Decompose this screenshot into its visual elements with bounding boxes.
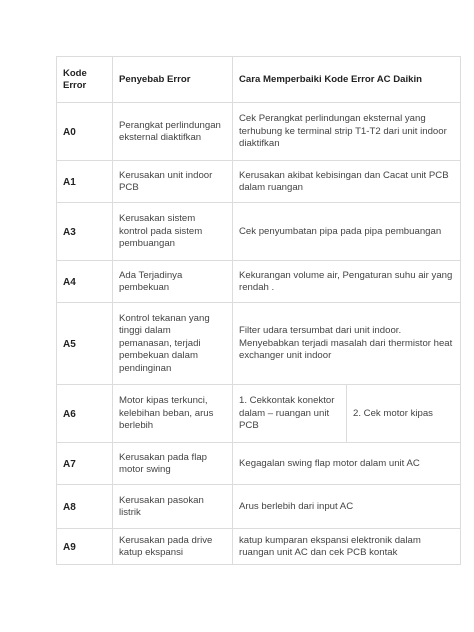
error-cause: Kerusakan pada drive katup ekspansi bbox=[113, 529, 233, 565]
error-code: A5 bbox=[57, 303, 113, 385]
table-row bbox=[57, 161, 461, 203]
table-row bbox=[57, 385, 461, 443]
table-row bbox=[57, 485, 461, 529]
error-cause: Kerusakan pasokan listrik bbox=[113, 485, 233, 529]
error-fix: Kegagalan swing flap motor dalam unit AC bbox=[233, 443, 461, 485]
error-code-table bbox=[56, 56, 461, 565]
table-row bbox=[57, 529, 461, 565]
header-penyebab-error: Penyebab Error bbox=[113, 57, 233, 103]
error-cause: Motor kipas terkunci, kelebihan beban, arus berlebih bbox=[113, 385, 233, 443]
error-fix: katup kumparan ekspansi elektronik dalam ruangan unit AC dan cek PCB kontak bbox=[233, 529, 461, 565]
table-row bbox=[57, 303, 461, 385]
error-code: A4 bbox=[57, 261, 113, 303]
error-cause: Kontrol tekanan yang tinggi dalam pemanasan, terjadi pembekuan dalam pendinginan bbox=[113, 303, 233, 385]
table-row bbox=[57, 261, 461, 303]
table-row bbox=[57, 103, 461, 161]
error-code: A8 bbox=[57, 485, 113, 529]
error-fix: Filter udara tersumbat dari unit indoor. Menyebabkan terjadi masalah dari thermistor heat exchanger unit indoor bbox=[233, 303, 461, 385]
header-kode-error: Kode Error bbox=[57, 57, 113, 103]
error-fix: Kekurangan volume air, Pengaturan suhu air yang rendah . bbox=[233, 261, 461, 303]
error-fix: Cek Perangkat perlindungan eksternal yang terhubung ke terminal strip T1-T2 dari unit indoor diaktifkan bbox=[233, 103, 461, 161]
error-code: A6 bbox=[57, 385, 113, 443]
error-code: A9 bbox=[57, 529, 113, 565]
table-row bbox=[57, 203, 461, 261]
error-cause: Perangkat perlindungan eksternal diaktifkan bbox=[113, 103, 233, 161]
error-code: A0 bbox=[57, 103, 113, 161]
error-code: A1 bbox=[57, 161, 113, 203]
error-cause: Ada Terjadinya pembekuan bbox=[113, 261, 233, 303]
error-cause: Kerusakan pada flap motor swing bbox=[113, 443, 233, 485]
error-cause: Kerusakan sistem kontrol pada sistem pembuangan bbox=[113, 203, 233, 261]
error-fix: Cek penyumbatan pipa pada pipa pembuangan bbox=[233, 203, 461, 261]
table-header-row bbox=[57, 57, 461, 103]
error-fix-step-2: 2. Cek motor kipas bbox=[347, 385, 461, 443]
error-cause: Kerusakan unit indoor PCB bbox=[113, 161, 233, 203]
error-fix: Arus berlebih dari input AC bbox=[233, 485, 461, 529]
error-code: A7 bbox=[57, 443, 113, 485]
error-fix-step-1: 1. Cekkontak konektor dalam – ruangan unit PCB bbox=[233, 385, 347, 443]
table-row bbox=[57, 443, 461, 485]
error-code: A3 bbox=[57, 203, 113, 261]
header-cara-memperbaiki: Cara Memperbaiki Kode Error AC Daikin bbox=[233, 57, 461, 103]
error-fix: Kerusakan akibat kebisingan dan Cacat unit PCB dalam ruangan bbox=[233, 161, 461, 203]
